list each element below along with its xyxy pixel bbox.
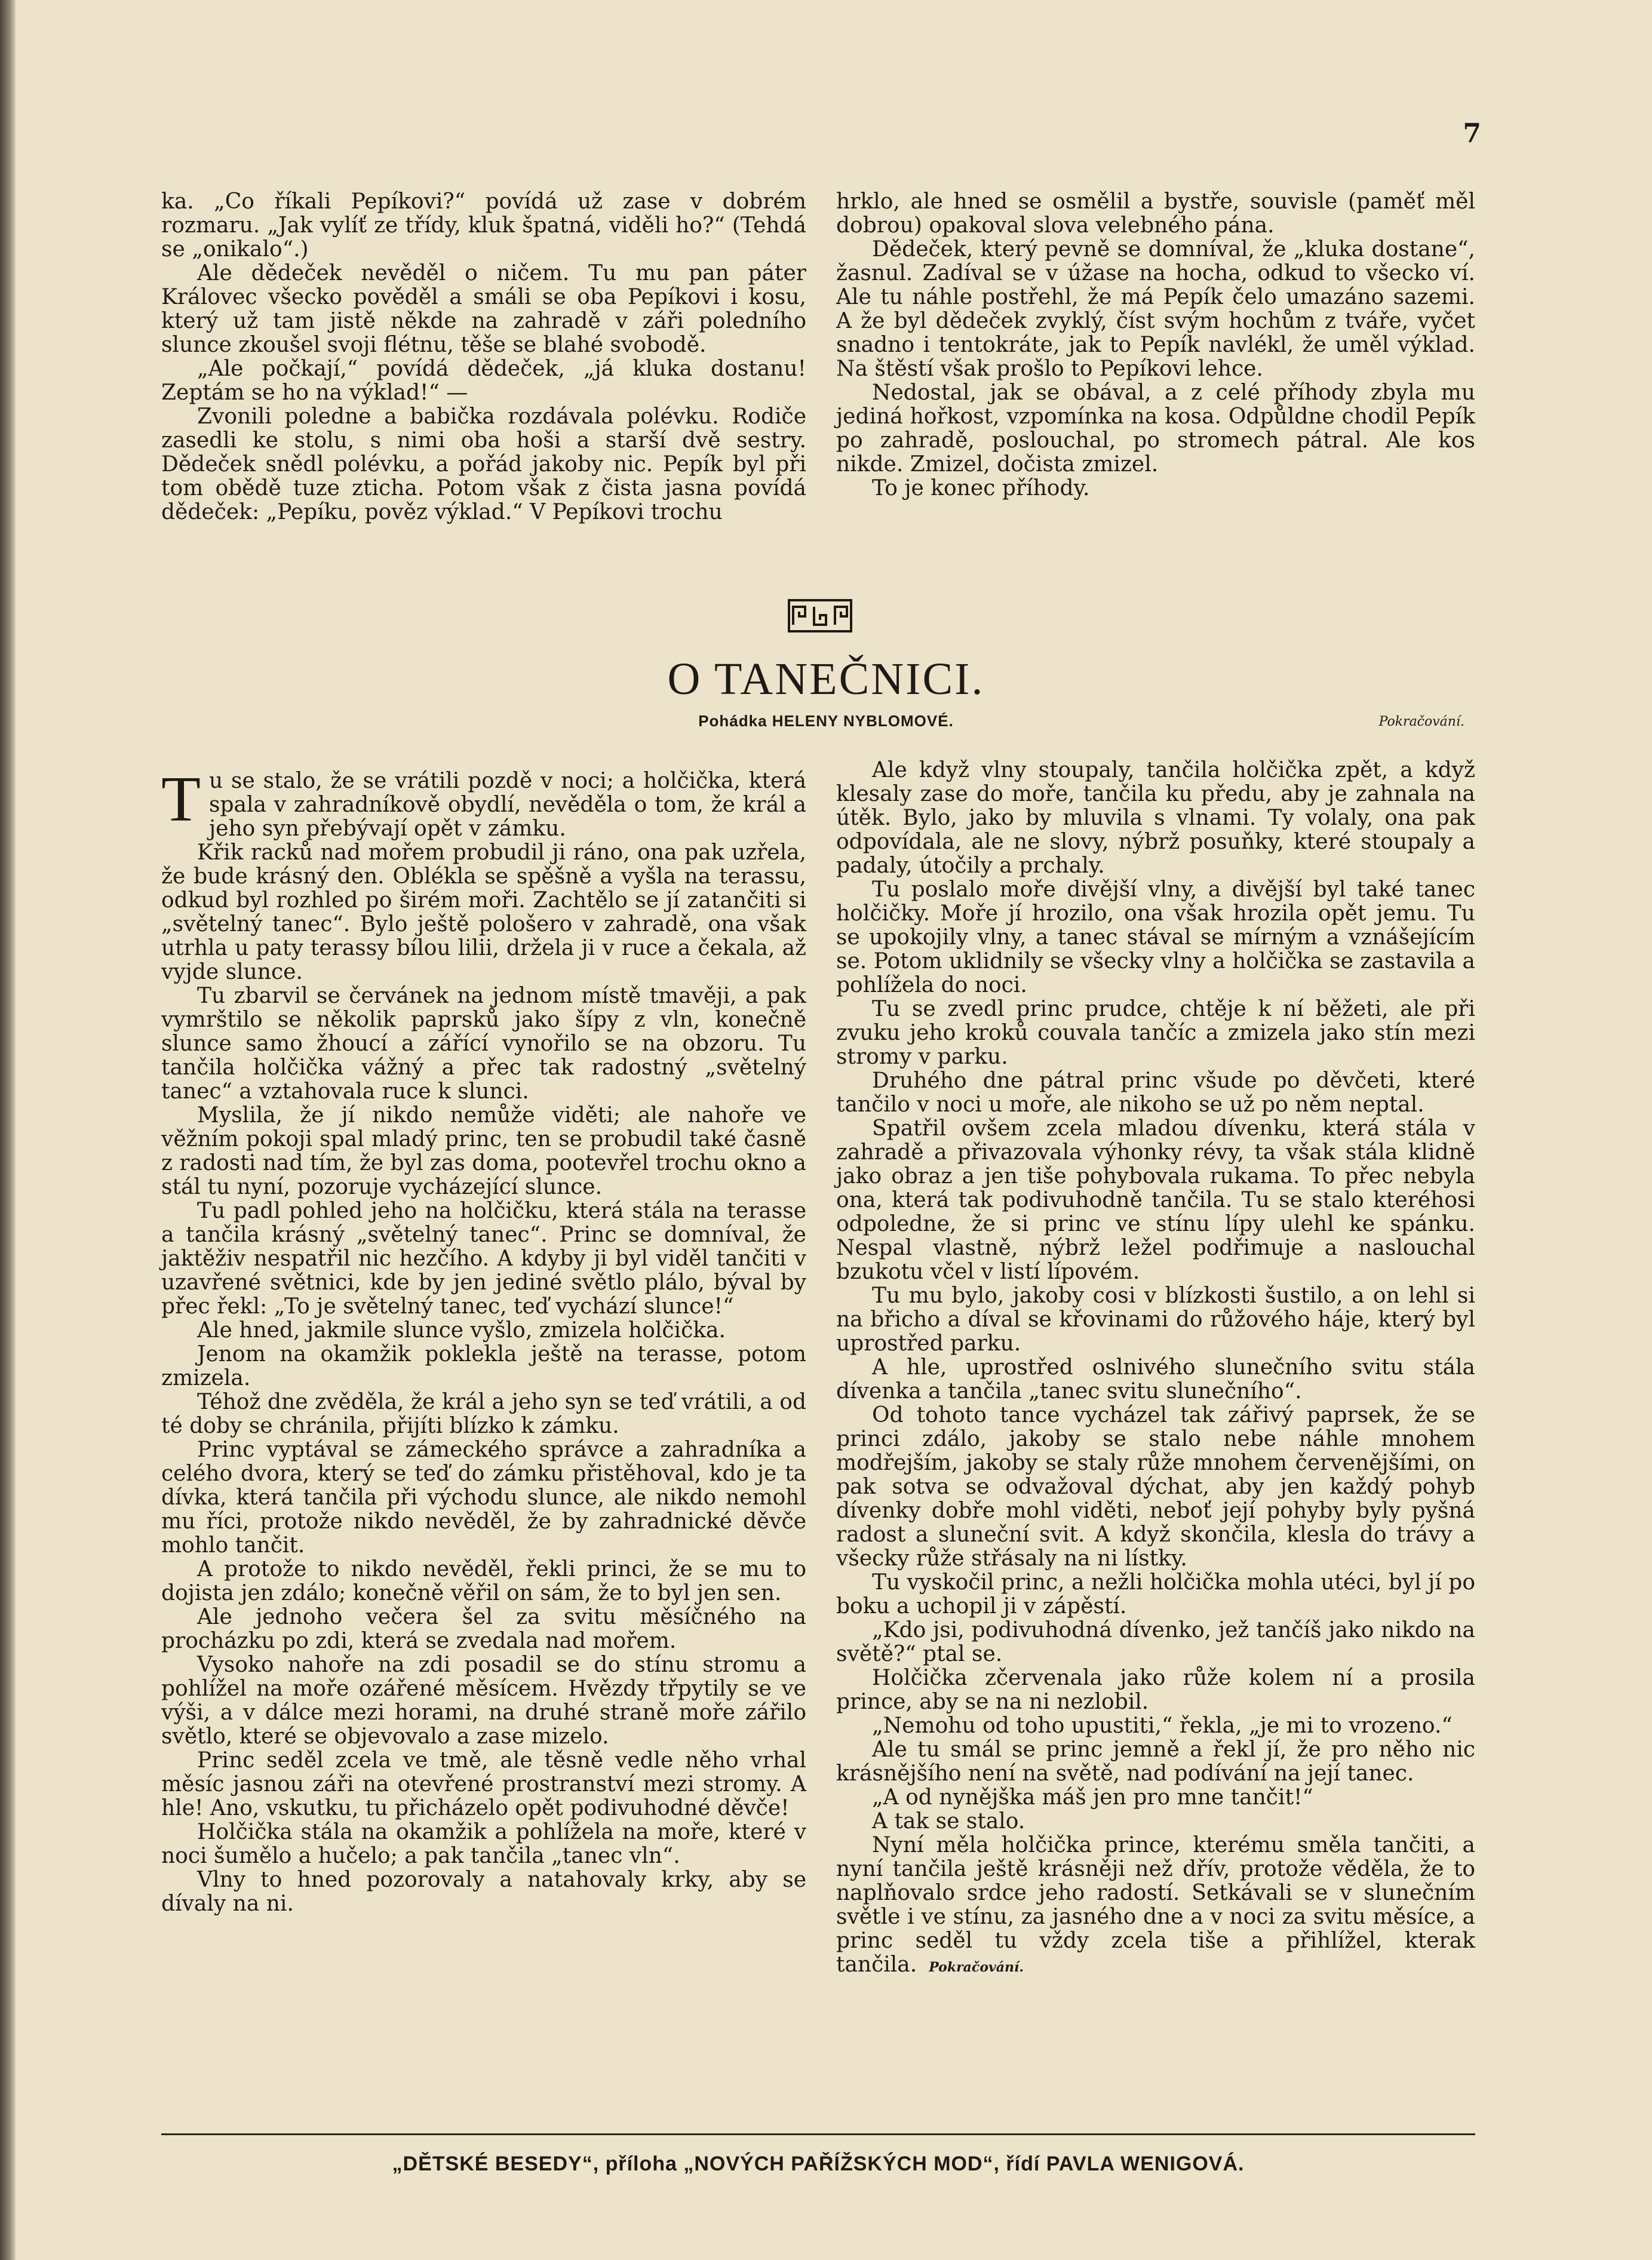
paragraph: Tu vyskočil princ, a nežli holčička mohla utéci, byl jí po boku a uchopil ji v zápěstí. [836, 1570, 1475, 1619]
paragraph: Tu se zvedl princ prudce, chtěje k ní běžeti, ale při zvuku jeho kroků couvala tančíc a zmizela jako stín mezi stromy v parku. [836, 997, 1475, 1069]
paragraph: Zvonili poledne a babička rozdávala polévku. Rodiče zasedli ke stolu, s nimi oba hoši a starší dvě sestry. Dědeček snědl polévku, a pořád jakoby nic. Pepík byl při tom obědě tuze zticha. Potom však z čista jasna povídá dědeček: „Pepíku, pověz výklad.“ V Pepíkovi trochu [161, 404, 806, 524]
paragraph: Od tohoto tance vycházel tak zářivý paprsek, že se princi zdálo, jakoby se stalo nebe náhle mnohem modřejším, jakoby se staly růže mnohem červenějšími, on pak sotva se odvažoval dýchat, aby jen každý pohyb dívenky dobře mohl viděti, neboť její pohyby byly pyšná radost a sluneční svit. A když skončila, klesla do trávy a všecky růže střásaly na ni lístky. [836, 1403, 1475, 1571]
story-subtitle: Pohádka HELENY NYBLOMOVÉ. [698, 712, 954, 730]
paragraph: „A od nynějška máš jen pro mne tančit!“ [872, 1785, 1313, 1810]
paragraph: Ale když vlny stoupaly, tančila holčička zpět, a když klesaly zase do moře, tančila ku předu, aby je zahnala na útěk. Bylo, jako by mluvila s vlnami. Ty volaly, ona pak odpovídala, ale ne slovy, nýbrž posuňky, které stoupaly a padaly, útočily a prchaly. [836, 758, 1475, 878]
paragraph-text: Nyní měla holčička prince, kterému směla tančiti, a nyní tančila ještě krásněji než dřív, protože věděla, že to naplňovalo srdce jeho radostí. Setkávali se v slunečním světle i ve stínu, za jasného dne a v noci za svitu měsíce, a princ seděl tu vždy zcela tiše a přihlížel, kterak tančila. [836, 1833, 1475, 1977]
paragraph: Jenom na okamžik poklekla ještě na terasse, potom zmizela. [161, 1342, 806, 1390]
paragraph: Princ seděl zcela ve tmě, ale těsně vedle něho vrhal měsíc jasnou záři na otevřené prostranství mezi stromy. A hle! Ano, vskutku, tu přicházelo opět podivuhodné děvče! [161, 1748, 806, 1820]
page-number: 7 [1463, 118, 1481, 149]
paragraph: Vlny to hned pozorovaly a natahovaly krky, aby se dívaly na ni. [161, 1868, 806, 1916]
paragraph: Tu zbarvil se červánek na jednom místě tmavěji, a pak vymrštilo se několik paprsků jako šípy z vln, konečně slunce samo žhoucí a zářící vynořilo se na obzoru. Tu tančila holčička vážný a přec tak radostný „světelný tanec“ a vztahovala ruce k slunci. [161, 984, 806, 1104]
drop-cap: T [161, 764, 201, 835]
paragraph: Tu padl pohled jeho na holčičku, která stála na terasse a tančila krásný „světelný tanec“. Princ se domníval, že jaktěživ nespatřil nic hezčího. A kdyby ji byl viděl tančiti v uzavřené světnici, kde by jen jediné světlo plálo, býval by přec řekl: „To je světelný tanec, teď vychází slunce!“ [161, 1199, 806, 1319]
story-left-column [161, 764, 806, 1916]
decorative-ornament-icon [787, 598, 853, 633]
previous-story-left-column [161, 190, 806, 524]
paragraph: Myslila, že jí nikdo nemůže viděti; ale nahoře ve věžním pokoji spal mladý princ, ten se probudil také časně z radosti nad tím, že byl zas doma, pootevřel trochu okno a stál tu nyní, pozoruje vycházející slunce. [161, 1103, 806, 1199]
paragraph: hrklo, ale hned se osmělil a bystře, souvisle (paměť měl dobrou) opakoval slova velebného pána. [836, 189, 1475, 238]
paragraph: Nedostal, jak se obával, a z celé příhody zbyla mu jediná hořkost, vzpomínka na kosa. Odpůldne chodil Pepík po zahradě, poslouchal, po stromech pátral. Ale kos nikde. Zmizel, dočista zmizel. [836, 380, 1475, 477]
paragraph: Druhého dne pátral princ všude po děvčeti, které tančilo v noci u moře, ale nikoho se už po něm neptal. [836, 1068, 1475, 1117]
paragraph [161, 764, 806, 841]
paragraph: A hle, uprostřed oslnivého slunečního svitu stála dívenka a tančila „tanec svitu slunečního“. [836, 1355, 1475, 1404]
paragraph-text: u se stalo, že se vrátili pozdě v noci; a holčička, která spala v zahradníkově obydlí, nevěděla o tom, že král a jeho syn přebývají opět v zámku. [208, 769, 806, 841]
paragraph [836, 1834, 1475, 1979]
paragraph: Spatřil ovšem zcela mladou dívenku, která stála v zahradě a přivazovala výhonky révy, ta však stála klidně jako obraz a jen tiše pohybovala rukama. To přec nebyla ona, která tak podivuhodně tančila. Tu se stalo kteréhosi odpoledne, že si princ ve stínu lípy ulehl ke spánku. Nespal vlastně, nýbrž ležel podřimuje a naslouchal bzukotu včel v listí lípovém. [836, 1116, 1475, 1284]
paragraph: Vysoko nahoře na zdi posadil se do stínu stromu a pohlížel na moře ozářené měsícem. Hvězdy třpytily se ve výši, a v dálce mezi horami, na druhé straně moře zářilo světlo, které se objevovalo a zase mizelo. [161, 1653, 806, 1749]
page-footer: „DĚTSKÉ BESEDY“, příloha „NOVÝCH PAŘÍŽSKÝCH MOD“, řídí PAVLA WENIGOVÁ. [392, 2152, 1245, 2175]
paragraph: „Ale počkají,“ povídá dědeček, „já kluka dostanu! Zeptám se ho na výklad!“ — [161, 357, 806, 405]
paragraph: „Nemohu od toho upustiti,“ řekla, „je mi to vrozeno.“ [872, 1714, 1453, 1738]
book-binding-edge [0, 0, 16, 2260]
previous-story-right-column [836, 190, 1475, 500]
paragraph: Ale jednoho večera šel za svitu měsíčného na procházku po zdi, která se zvedala nad mořem. [161, 1605, 806, 1653]
paragraph: Ale dědeček nevěděl o ničem. Tu mu pan páter Královec všecko pověděl a smáli se oba Pepíkovi i kosu, který už tam jistě někde na zahradě v záři poledního slunce zkoušel svoji flétnu, těše se blahé svobodě. [161, 261, 806, 357]
paragraph: Ale tu smál se princ jemně a řekl jí, že pro něho nic krásnějšího není na světě, nad podívání na její tanec. [836, 1737, 1475, 1786]
story-title: O TANEČNICI. [667, 654, 985, 704]
paragraph: Princ vyptával se zámeckého správce a zahradníka a celého dvora, který se teď do zámku přistěhoval, kdo je ta dívka, která tančila při východu slunce, ale nikdo nemohl mu říci, protože nikdo nevěděl, že by zahradnické děvče mohlo tančit. [161, 1438, 806, 1558]
story-right-column [836, 759, 1475, 1979]
paragraph: ka. „Co říkali Pepíkovi?“ povídá už zase v dobrém rozmaru. „Jak vylíť ze třídy, kluk špatná, viděli ho?“ (Tehdá se „onikalo“.) [161, 189, 806, 262]
paragraph: A tak se stalo. [872, 1809, 1025, 1834]
paragraph: Téhož dne zvěděla, že král a jeho syn se teď vrátili, a od té doby se chránila, přijíti blízko k zámku. [161, 1390, 806, 1438]
paragraph: Ale hned, jakmile slunce vyšlo, zmizela holčička. [197, 1318, 726, 1343]
paragraph: Tu poslalo moře divější vlny, a divější byl také tanec holčičky. Moře jí hrozilo, ona však hrozila opět jemu. Tu se upokojily vlny, a tanec stával se mírným a vznášejícím se. Potom uklidnily se všecky vlny a holčička se zastavila a pohlížela do noci. [836, 877, 1475, 997]
paragraph: Dědeček, který pevně se domníval, že „kluka dostane“, žasnul. Zadíval se v úžase na hocha, odkud to všecko ví. Ale tu náhle postřehl, že má Pepík čelo umazáno sazemi. A že byl dědeček zvyklý, číst svým hochům z tváře, vyčet snadno i tentokráte, jak to Pepík navlékl, že uměl výklad. Na štěstí však prošlo to Pepíkovi lehce. [836, 237, 1475, 381]
footer-divider [161, 2133, 1475, 2135]
paragraph: Holčička stála na okamžik a pohlížela na moře, které v noci šumělo a hučelo; a pak tančila „tanec vln“. [161, 1820, 806, 1868]
paragraph: To je konec příhody. [872, 476, 1090, 500]
paragraph: A protože to nikdo nevěděl, řekli princi, že se mu to dojista jen zdálo; konečně věřil on sám, že to byl jen sen. [161, 1557, 806, 1605]
continued-label: Pokračování. [1378, 714, 1464, 729]
continued-end-label: Pokračování. [929, 1960, 1024, 1975]
paragraph: Holčička zčervenala jako růže kolem ní a prosila prince, aby se na ni nezlobil. [836, 1666, 1475, 1714]
paragraph: „Kdo jsi, podivuhodná dívenko, jež tančíš jako nikdo na světě?“ ptal se. [836, 1618, 1475, 1666]
paragraph: Křik racků nad mořem probudil ji ráno, ona pak uzřela, že bude krásný den. Oblékla se spěšně a vyšla na terassu, odkud byl rozhled po širém moři. Zachtělo se jí zatančiti si „světelný tanec“. Bylo ještě pološero v zahradě, ona však utrhla u paty terassy bílou lilii, držela ji v ruce a čekala, až vyjde slunce. [161, 840, 806, 984]
paragraph: Tu mu bylo, jakoby cosi v blízkosti šustilo, a on lehl si na břicho a díval se křovinami do růžového háje, který byl uprostřed parku. [836, 1283, 1475, 1356]
